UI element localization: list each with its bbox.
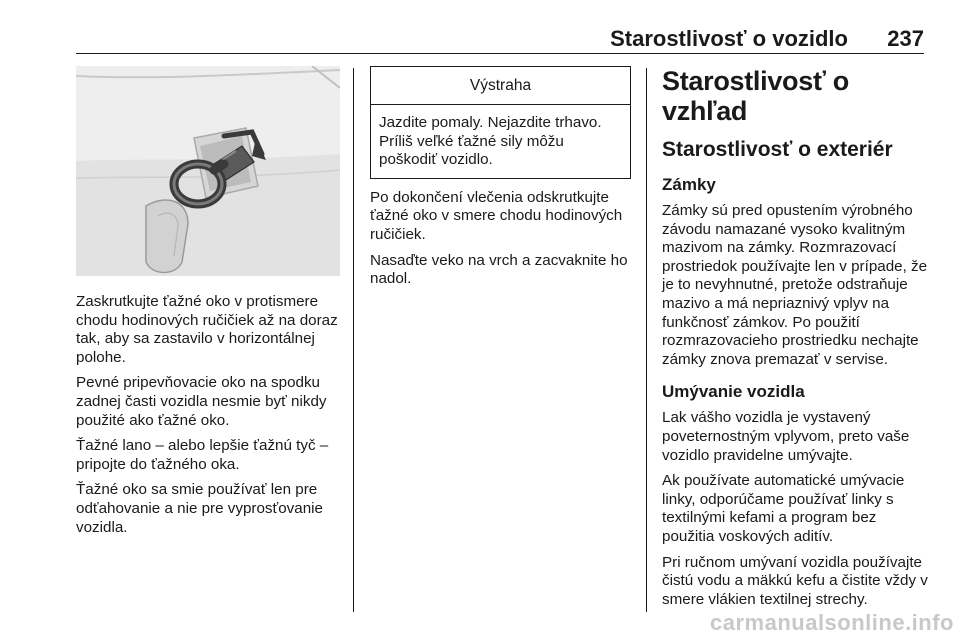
warning-box xyxy=(370,66,631,179)
middle-column-text xyxy=(370,189,632,289)
page-number: 237 xyxy=(887,26,924,51)
warning-title: Výstraha xyxy=(371,67,630,105)
running-title: Starostlivosť o vozidlo xyxy=(610,26,848,51)
column-middle xyxy=(370,66,632,296)
subsection-heading-locks: Zámky xyxy=(662,175,716,194)
paragraph: Zaskrutkujte ťažné oko v protismere chodu hodinových ručičiek až na doraz tak, aby sa zastavilo v horizontálnej polohe. xyxy=(76,293,338,366)
paragraph: Po dokončení vlečenia odskrutkujte ťažné oko v smere chodu hodinových ručičiek. xyxy=(370,188,623,243)
paragraph: Lak vášho vozidla je vystavený poveternostným vplyvom, preto vaše vozidlo pravidelne umývajte. xyxy=(662,409,910,464)
section-heading: Starostlivosť o exteriér xyxy=(662,138,893,161)
paragraph: Ťažné oko sa smie používať len pre odťahovanie a nie pre vyprosťovanie vozidla. xyxy=(76,481,323,536)
paragraph: Ak používate automatické umývacie linky, odporúčame používať linky s textilnými kefami a program bez použitia voskových aditív. xyxy=(662,472,905,545)
paragraph: Nasaďte veko na vrch a zacvaknite ho nadol. xyxy=(370,251,628,288)
column-divider-left xyxy=(353,68,354,612)
tow-eye-drawing xyxy=(76,66,340,276)
warning-body: Jazdite pomaly. Nejazdite trhavo. Príliš veľké ťažné sily môžu poškodiť vozidlo. xyxy=(379,114,602,169)
left-column-text xyxy=(76,293,340,537)
chapter-heading: Starostlivosť o vzhľad xyxy=(662,66,849,126)
subsection-heading-washing: Umývanie vozidla xyxy=(662,382,805,402)
watermark: carmanualsonline.info xyxy=(710,610,954,635)
paragraph: Pri ručnom umývaní vozidla používajte čistú vodu a mäkkú kefu a čistite vždy v smere vlákien textilnej strechy. xyxy=(662,553,928,608)
paragraph: Ťažné lano – alebo lepšie ťažnú tyč – pripojte do ťažného oka. xyxy=(76,437,329,473)
tow-eye-illustration xyxy=(76,66,340,276)
column-divider-right xyxy=(646,68,647,612)
paragraph: Zámky sú pred opustením výrobného závodu namazané vysoko kvalitným mazivom na zámky. Rozmrazovací prostriedok používajte len v prípade, že je to nevyhnutné, pretože odstraňuje mazivo a má nepriaznivý vplyv na funkčnosť zámkov. Po použití rozmrazovacieho prostriedku nechajte zámky znova premazať v servise. xyxy=(662,202,928,368)
column-left xyxy=(76,66,340,544)
header-rule xyxy=(76,53,924,54)
paragraph: Pevné pripevňovacie oko na spodku zadnej časti vozidla nesmie byť nikdy použité ako ťažné oko. xyxy=(76,374,327,429)
page-header xyxy=(0,0,960,58)
column-right xyxy=(662,66,928,616)
